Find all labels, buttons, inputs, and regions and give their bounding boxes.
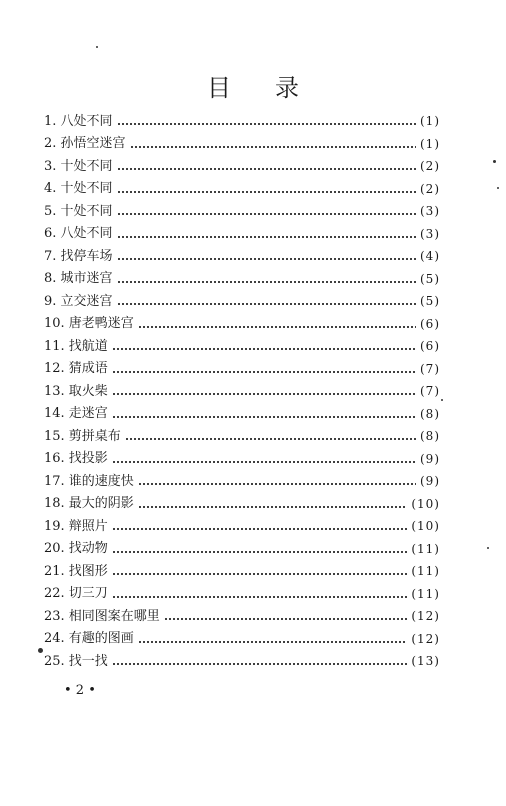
dot-leader <box>112 371 416 373</box>
dot-leader <box>164 618 408 620</box>
toc-entry-page: (8) <box>420 429 440 444</box>
dot-leader <box>112 393 416 395</box>
toc-entry-page: (13) <box>411 654 440 669</box>
dot-leader <box>112 551 408 553</box>
toc-entry-title: 6. 八处不同 <box>44 226 113 242</box>
toc-entry-title: 12. 猜成语 <box>44 361 108 377</box>
toc-entry <box>44 133 440 156</box>
toc-entry <box>44 200 440 223</box>
toc-entry <box>44 493 440 516</box>
toc-entry-title: 3. 十处不同 <box>44 158 113 174</box>
toc-entry <box>44 583 440 606</box>
toc-entry-title: 1. 八处不同 <box>44 113 113 129</box>
dot-leader <box>138 641 408 643</box>
toc-entry <box>44 515 440 538</box>
title-char-1: 目 <box>207 74 231 102</box>
toc-entry-title: 17. 谁的速度快 <box>44 473 134 489</box>
title-char-2: 录 <box>275 74 299 102</box>
toc-entry-title: 15. 剪拼桌布 <box>44 428 121 444</box>
toc-entry <box>44 448 440 471</box>
toc-entry-title: 9. 立交迷宫 <box>44 293 113 309</box>
toc-entry <box>44 380 440 403</box>
dot-leader <box>130 146 416 148</box>
toc-entry-title: 7. 找停车场 <box>44 248 113 264</box>
toc-entry-page: (9) <box>420 474 440 489</box>
dot-leader <box>112 573 408 575</box>
dot-leader <box>117 303 416 305</box>
toc-entry <box>44 538 440 561</box>
toc-entry-page: (11) <box>411 541 440 556</box>
toc-entry-title: 14. 走迷宫 <box>44 406 108 422</box>
toc-entry-title: 16. 找投影 <box>44 451 108 467</box>
dot-leader <box>112 461 416 463</box>
scan-speck <box>96 46 98 48</box>
dot-leader <box>117 123 416 125</box>
dot-leader <box>125 438 416 440</box>
toc-entry-page: (10) <box>411 496 440 511</box>
dot-leader <box>112 596 408 598</box>
toc-entry-title: 19. 辩照片 <box>44 518 108 534</box>
dot-leader <box>117 168 416 170</box>
scan-speck <box>441 399 443 401</box>
toc-entry <box>44 178 440 201</box>
toc-entry-page: (3) <box>420 204 440 219</box>
toc-entry-title: 22. 切三刀 <box>44 586 108 602</box>
toc-entry-page: (7) <box>420 384 440 399</box>
toc-entry <box>44 223 440 246</box>
toc-entry <box>44 245 440 268</box>
dot-leader <box>112 348 416 350</box>
toc-entry-title: 10. 唐老鸭迷宫 <box>44 316 134 332</box>
toc-entry-page: (5) <box>420 271 440 286</box>
dot-leader <box>117 258 416 260</box>
toc-entry-page: (7) <box>420 361 440 376</box>
toc-entry-title: 4. 十处不同 <box>44 181 113 197</box>
dot-leader <box>138 483 416 485</box>
dot-leader <box>117 191 416 193</box>
toc-entry-page: (4) <box>420 249 440 264</box>
dot-leader <box>117 236 416 238</box>
toc-entry <box>44 470 440 493</box>
toc-entry <box>44 403 440 426</box>
toc-entry <box>44 628 440 651</box>
toc-entry <box>44 110 440 133</box>
page-title <box>0 68 506 103</box>
toc-entry-page: (9) <box>420 451 440 466</box>
toc-entry-page: (10) <box>411 519 440 534</box>
toc-entry <box>44 605 440 628</box>
toc-entry <box>44 313 440 336</box>
toc-entry-page: (2) <box>420 181 440 196</box>
toc-entry-page: (1) <box>420 136 440 151</box>
scan-speck <box>487 547 489 549</box>
scan-speck <box>497 187 499 189</box>
toc-entry-page: (11) <box>411 586 440 601</box>
toc-entry-page: (12) <box>411 631 440 646</box>
toc-entry-page: (11) <box>411 564 440 579</box>
toc-entry-page: (12) <box>411 609 440 624</box>
dot-leader <box>112 663 408 665</box>
toc-entry <box>44 335 440 358</box>
toc-entry-title: 2. 孙悟空迷宫 <box>44 136 126 152</box>
toc-entry-page: (3) <box>420 226 440 241</box>
scan-speck <box>493 160 496 163</box>
toc-entry-page: (6) <box>420 316 440 331</box>
page-footer: • 2 • <box>64 683 96 698</box>
table-of-contents <box>44 110 440 673</box>
dot-leader <box>112 528 408 530</box>
toc-entry-title: 11. 找航道 <box>44 338 108 354</box>
toc-entry <box>44 290 440 313</box>
toc-entry-title: 18. 最大的阴影 <box>44 496 134 512</box>
toc-entry-page: (6) <box>420 339 440 354</box>
scan-speck <box>38 648 43 653</box>
dot-leader <box>117 213 416 215</box>
dot-leader <box>138 326 416 328</box>
toc-entry <box>44 650 440 673</box>
toc-entry-title: 8. 城市迷宫 <box>44 271 113 287</box>
toc-entry-title: 24. 有趣的图画 <box>44 631 134 647</box>
toc-entry-title: 5. 十处不同 <box>44 203 113 219</box>
dot-leader <box>117 281 416 283</box>
toc-entry-page: (2) <box>420 159 440 174</box>
toc-entry-title: 13. 取火柴 <box>44 383 108 399</box>
toc-entry <box>44 358 440 381</box>
toc-entry-title: 21. 找图形 <box>44 563 108 579</box>
toc-entry-title: 20. 找动物 <box>44 541 108 557</box>
toc-entry-title: 23. 相同图案在哪里 <box>44 608 160 624</box>
toc-entry-title: 25. 找一找 <box>44 653 108 669</box>
toc-entry <box>44 560 440 583</box>
dot-leader <box>138 506 408 508</box>
toc-entry-page: (1) <box>420 114 440 129</box>
toc-entry <box>44 425 440 448</box>
toc-entry <box>44 155 440 178</box>
toc-entry <box>44 268 440 291</box>
toc-entry-page: (5) <box>420 294 440 309</box>
toc-entry-page: (8) <box>420 406 440 421</box>
dot-leader <box>112 416 416 418</box>
